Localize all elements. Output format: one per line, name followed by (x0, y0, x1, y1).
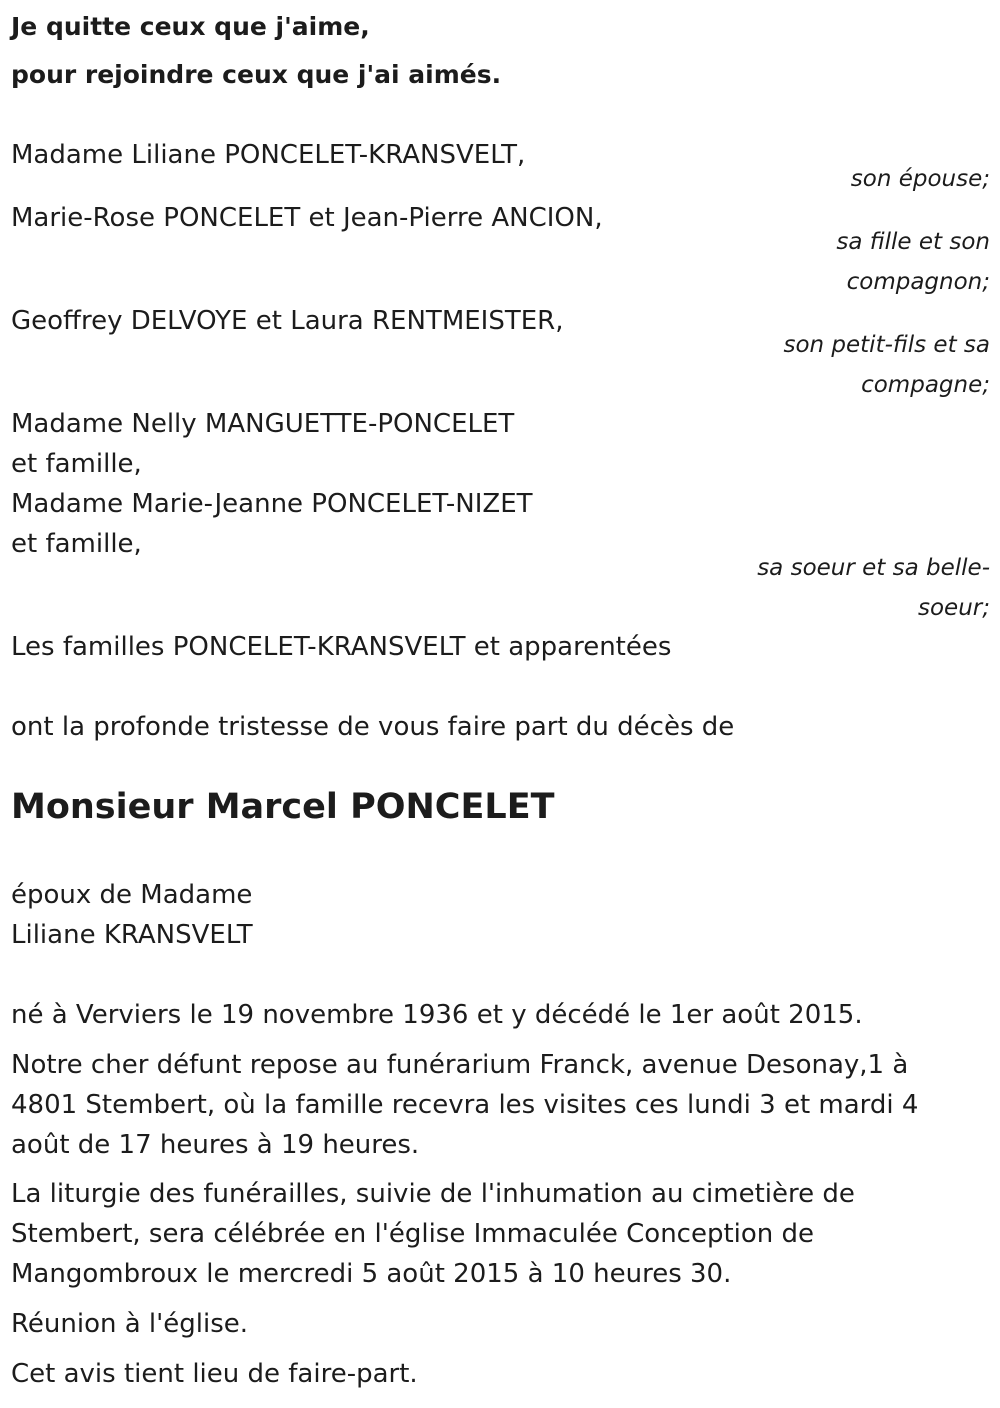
spouse-line-2: Liliane KRANSVELT (11, 920, 253, 950)
mourner-5-families: Les familles PONCELET-KRANSVELT et apparentées (11, 632, 672, 662)
mourner-2-relation-line-1: sa fille et son (836, 229, 990, 255)
mourner-4-line-2: et famille, (11, 449, 142, 479)
visitation-line-3: août de 17 heures à 19 heures. (11, 1130, 420, 1160)
deceased-name: Monsieur Marcel PONCELET (11, 787, 555, 827)
mourner-1-relation: son épouse; (850, 166, 990, 192)
mourner-4-line-4: et famille, (11, 529, 142, 559)
mourner-4-relation-line-2: soeur; (918, 595, 990, 621)
mourner-3-relation-line-1: son petit-fils et sa (783, 332, 990, 358)
mourner-2-relation-line-2: compagnon; (846, 269, 990, 295)
quote-line-2: pour rejoindre ceux que j'ai aimés. (11, 60, 502, 89)
funeral-line-1: La liturgie des funérailles, suivie de l'inhumation au cimetière de (11, 1179, 855, 1209)
birth-death-line: né à Verviers le 19 novembre 1936 et y décédé le 1er août 2015. (11, 1000, 863, 1030)
visitation-line-2: 4801 Stembert, où la famille recevra les visites ces lundi 3 et mardi 4 (11, 1090, 919, 1120)
meeting-note: Réunion à l'église. (11, 1309, 249, 1339)
spouse-line-1: époux de Madame (11, 880, 253, 910)
quote-line-1: Je quitte ceux que j'aime, (11, 12, 370, 41)
mourner-1-name: Madame Liliane PONCELET-KRANSVELT, (11, 140, 526, 170)
mourner-4-line-1: Madame Nelly MANGUETTE-PONCELET (11, 409, 515, 439)
funeral-line-2: Stembert, sera célébrée en l'église Immaculée Conception de (11, 1219, 815, 1249)
mourner-2-names: Marie-Rose PONCELET et Jean-Pierre ANCION, (11, 203, 603, 233)
funeral-line-3: Mangombroux le mercredi 5 août 2015 à 10 heures 30. (11, 1259, 732, 1289)
mourner-3-names: Geoffrey DELVOYE et Laura RENTMEISTER, (11, 306, 564, 336)
mourner-3-relation-line-2: compagne; (861, 372, 990, 398)
visitation-line-1: Notre cher défunt repose au funérarium Franck, avenue Desonay,1 à (11, 1050, 909, 1080)
mourner-4-line-3: Madame Marie-Jeanne PONCELET-NIZET (11, 489, 533, 519)
mourner-4-relation-line-1: sa soeur et sa belle- (757, 555, 990, 581)
announcement-text: ont la profonde tristesse de vous faire part du décès de (11, 712, 735, 742)
closing-note: Cet avis tient lieu de faire-part. (11, 1359, 418, 1389)
